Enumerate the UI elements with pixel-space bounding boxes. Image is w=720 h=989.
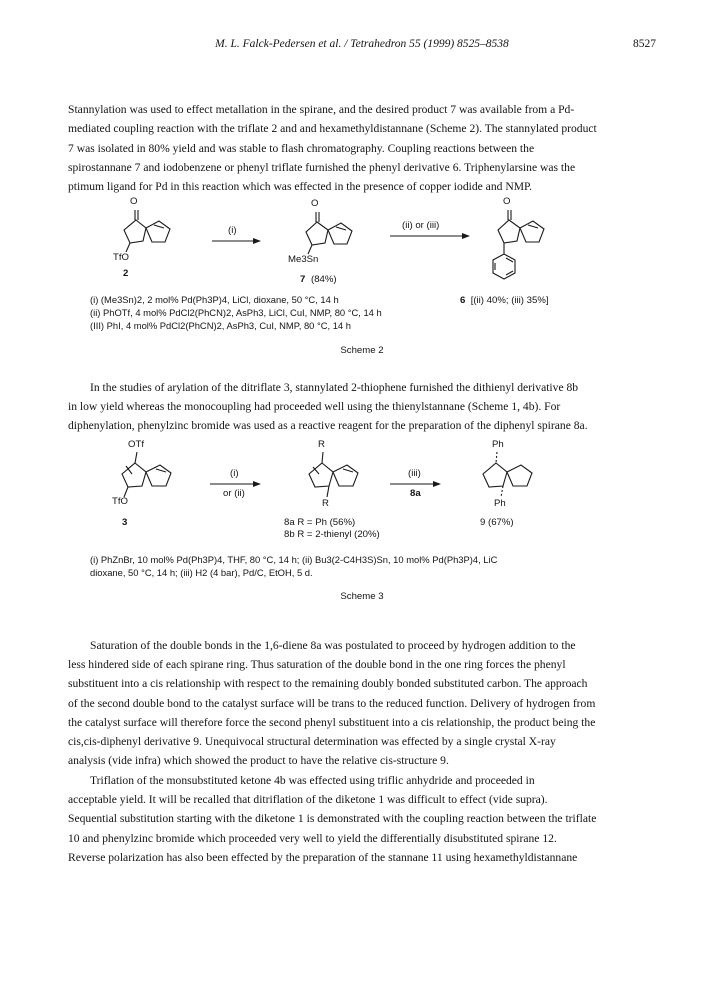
paragraph-saturation-continued bbox=[68, 655, 656, 771]
scheme-2 bbox=[68, 198, 656, 358]
triflate-bottom-label: TfO bbox=[112, 496, 128, 507]
compound-6-yield: [(ii) 40%; (iii) 35%] bbox=[470, 295, 549, 306]
carbonyl-oxygen-label: O bbox=[311, 198, 319, 209]
substituent-r-bottom: R bbox=[322, 498, 329, 509]
text-line: Triflation of the monsubstituted ketone 4b was effected using triflic anhydride and proceeded in bbox=[90, 774, 535, 787]
paragraph-arylation bbox=[68, 378, 656, 397]
paragraph-saturation bbox=[68, 636, 656, 655]
compound-3-number: 3 bbox=[122, 517, 128, 528]
scheme-2-structures bbox=[68, 198, 656, 358]
scheme-3 bbox=[68, 441, 656, 619]
text-line: 10 and phenylzinc bromide which proceeded very well to yield the differentially disubstituted spirane 12. bbox=[68, 831, 557, 845]
step-substrate-8a: 8a bbox=[410, 488, 421, 499]
compound-9-structure bbox=[483, 452, 532, 497]
text-line: spirostannane 7 and iodobenzene or phenyl triflate furnished the phenyl derivative 6. Triphenylarsine was the bbox=[68, 160, 576, 174]
compound-8b-label: 8b R = 2-thienyl (20%) bbox=[284, 529, 380, 540]
condition-line: dioxane, 50 °C, 14 h; (iii) H2 (4 bar), Pd/C, EtOH, 5 d. bbox=[90, 566, 313, 578]
running-header bbox=[68, 38, 656, 56]
phenyl-top-label: Ph bbox=[492, 439, 504, 450]
trimethylstannyl-label: Me3Sn bbox=[288, 254, 319, 265]
page-number: 8527 bbox=[633, 38, 656, 50]
text-line: In the studies of arylation of the ditriflate 3, stannylated 2-thiophene furnished the dithienyl derivative 8b bbox=[90, 381, 579, 394]
text-line: ptimum ligand for Pd in this reaction which was effected in the presence of copper iodide and NMP. bbox=[68, 180, 533, 194]
text-line: in low yield whereas the monocoupling had proceeded well using the thienylstannane (Scheme 1, 4b). For bbox=[68, 400, 561, 413]
text-line: of the second double bond to the catalyst surface will be trans to the reduced function. Delivery of hydrogen from bbox=[68, 696, 596, 710]
compound-7-number: 7 bbox=[300, 274, 306, 285]
condition-i: (i) (Me3Sn)2, 2 mol% Pd(Ph3P)4, LiCl, dioxane, 50 °C, 14 h bbox=[90, 294, 339, 305]
running-head: M. L. Falck-Pedersen et al. / Tetrahedron 55 (1999) 8525–8538 bbox=[215, 38, 509, 50]
triflate-label: TfO bbox=[113, 252, 129, 263]
compound-2-structure bbox=[124, 210, 170, 252]
text-line: Sequential substitution starting with the diketone 1 is demonstrated with the coupling reaction between the triflate bbox=[68, 812, 597, 826]
substituent-r-top: R bbox=[318, 439, 325, 450]
paragraph-triflation-continued bbox=[68, 790, 656, 867]
compound-8a-label: 8a R = Ph (56%) bbox=[284, 517, 356, 528]
scheme-2-conditions bbox=[90, 294, 382, 332]
text-line: the catalyst surface will therefore force the second phenyl substituent into a cis relationship, the product being the bbox=[68, 715, 596, 729]
compound-6-label bbox=[460, 295, 549, 306]
step-label-i: (i) bbox=[228, 225, 237, 236]
text-line: mediated coupling reaction with the triflate 2 and and hexamethyldistannane (Scheme 2). The stannylated product bbox=[68, 122, 597, 136]
scheme-3-caption: Scheme 3 bbox=[340, 591, 384, 602]
step-label-i: (i) bbox=[230, 468, 239, 479]
condition-line: (i) PhZnBr, 10 mol% Pd(Ph3P)4, THF, 80 °C, 14 h; (ii) Bu3(2-C4H3S)Sn, 10 mol% Pd(Ph3P)4, LiC bbox=[90, 554, 498, 565]
triflate-top-label: OTf bbox=[128, 439, 144, 450]
compound-9-label: 9 (67%) bbox=[480, 517, 514, 528]
text-line: less hindered side of each spirane ring. Thus saturation of the double bond in the one ring forces the phenyl bbox=[68, 658, 566, 671]
compound-7-structure bbox=[306, 212, 352, 254]
compound-3-structure bbox=[122, 452, 171, 497]
step-label-iii: (iii) bbox=[408, 468, 421, 479]
compound-6-number: 6 bbox=[460, 295, 466, 306]
step-label-ii: or (ii) bbox=[223, 488, 245, 499]
carbonyl-oxygen-label: O bbox=[130, 196, 138, 207]
text-line: Reverse polarization has also been effected by the preparation of the stannane 11 using hexamethyldistannane bbox=[68, 850, 578, 864]
condition-iii: (III) PhI, 4 mol% PdCl2(PhCN)2, AsPh3, CuI, NMP, 80 °C, 14 h bbox=[90, 319, 351, 331]
text-line: Saturation of the double bonds in the 1,6-diene 8a was postulated to proceed by hydrogen addition to the bbox=[90, 639, 576, 652]
text-line: 7 was isolated in 80% yield and was stable to flash chromatography. Coupling reactions between the bbox=[68, 141, 535, 155]
paragraph-triflation bbox=[68, 771, 656, 790]
scheme-3-conditions bbox=[90, 554, 497, 580]
carbonyl-oxygen-label: O bbox=[503, 196, 511, 207]
text-line: Stannylation was used to effect metallation in the spirane, and the desired product 7 was available from a Pd- bbox=[68, 103, 575, 116]
text-line: analysis (vide infra) which showed the product to have the relative cis-structure 9. bbox=[68, 754, 449, 768]
phenyl-bottom-label: Ph bbox=[494, 498, 506, 509]
compound-2-number: 2 bbox=[123, 268, 129, 279]
scheme-2-caption: Scheme 2 bbox=[340, 345, 384, 356]
condition-ii: (ii) PhOTf, 4 mol% PdCl2(PhCN)2, AsPh3, LiCl, CuI, NMP, 80 °C, 14 h bbox=[90, 306, 382, 318]
paragraph-arylation-continued bbox=[68, 397, 656, 436]
text-line: substituent into a cis relationship with respect to the remaining doubly bonded substituted carbon. The approach bbox=[68, 677, 588, 691]
text-line: acceptable yield. It will be recalled that ditriflation of the diketone 1 was difficult to effect (vide supra). bbox=[68, 793, 548, 806]
paragraph-stannylation bbox=[68, 100, 656, 196]
compound-6-structure bbox=[493, 210, 544, 279]
text-line: cis,cis-diphenyl derivative 9. Unequivocal structural determination was effected by a single crystal X-ray bbox=[68, 735, 556, 749]
text-line: diphenylation, phenylzinc bromide was used as a reactive reagent for the preparation of the diphenyl spirane 8a. bbox=[68, 419, 588, 433]
step-label-ii-iii: (ii) or (iii) bbox=[402, 220, 440, 231]
compound-8-structure bbox=[309, 452, 358, 497]
compound-7-yield: (84%) bbox=[311, 274, 337, 285]
